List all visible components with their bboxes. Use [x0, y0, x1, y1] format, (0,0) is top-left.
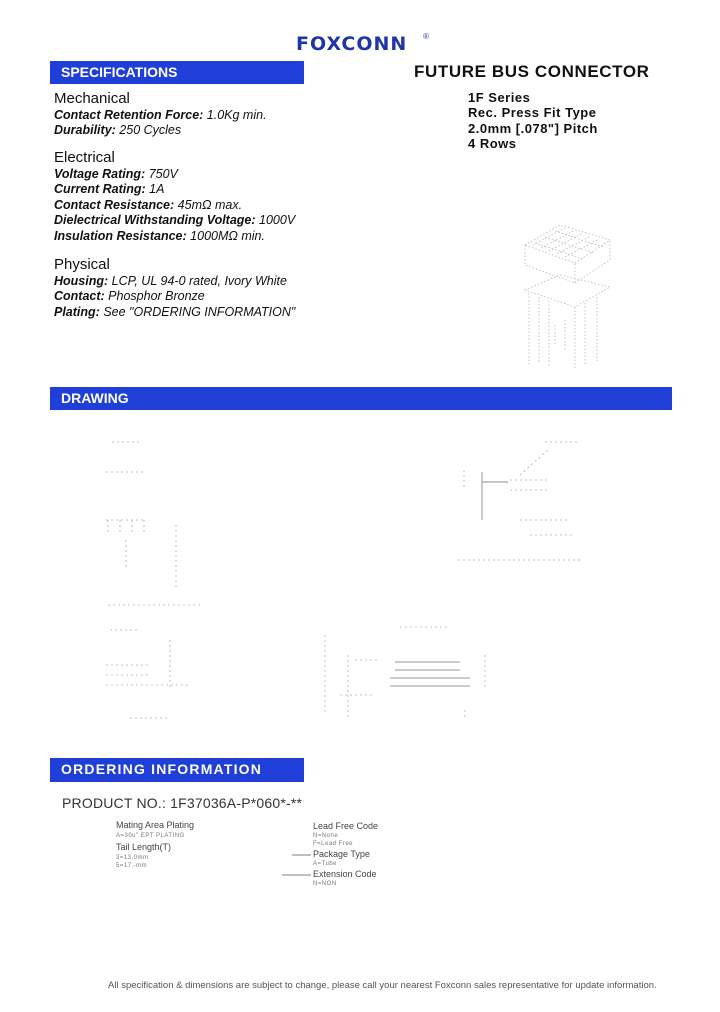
product-number: PRODUCT NO.: 1F37036A-P*060*-** — [62, 795, 303, 811]
extension-code-label: Extension Code — [313, 869, 377, 879]
spec-value: See "ORDERING INFORMATION" — [99, 304, 296, 319]
specifications-header: SPECIFICATIONS — [50, 61, 304, 84]
physical-heading: Physical — [54, 256, 110, 273]
spec-row — [54, 229, 295, 245]
spec-row — [54, 305, 295, 321]
series-line: 1F Series — [468, 90, 531, 105]
spec-value: 1A — [145, 182, 165, 197]
spec-row — [54, 182, 295, 198]
series-info — [468, 90, 598, 152]
tail-length-option: 5=17.-mm — [116, 863, 148, 869]
tail-length-option: 3=13.0mm — [116, 855, 149, 861]
drawing-right — [450, 430, 590, 570]
mechanical-heading: Mechanical — [54, 90, 130, 107]
tail-length-label: Tail Length(T) — [116, 842, 172, 852]
spec-row — [54, 213, 295, 229]
spec-label: Durability: — [54, 123, 116, 138]
spec-value: 1000MΩ min. — [186, 228, 265, 243]
connector-illustration — [515, 215, 625, 375]
mating-area-plating-option: A=30u" EPT PLATING — [116, 833, 185, 839]
spec-row — [54, 198, 295, 214]
drawing-center — [300, 615, 520, 730]
spec-row — [54, 123, 267, 139]
series-line: Rec. Press Fit Type — [468, 105, 597, 121]
spec-label: Housing: — [54, 273, 109, 288]
spec-row — [54, 289, 295, 305]
series-line: 2.0mm [.078"] Pitch — [468, 120, 598, 136]
spec-label: Insulation Resistance: — [54, 228, 187, 243]
package-type-label: Package Type — [313, 849, 370, 859]
spec-label: Contact Retention Force: — [54, 107, 204, 122]
package-type-option: A=Tube — [313, 861, 337, 867]
electrical-specs — [54, 150, 295, 245]
product-title: FUTURE BUS CONNECTOR — [414, 62, 650, 81]
footer-disclaimer: All specification & dimensions are subject to change, please call your nearest Foxconn sales representative for update information. — [108, 980, 657, 991]
spec-row — [54, 274, 295, 290]
spec-value: 1.0Kg min. — [203, 107, 267, 122]
lead-free-code-option: F=Lead Free — [313, 841, 354, 847]
spec-value: Phosphor Bronze — [104, 289, 205, 304]
physical-specs — [54, 257, 295, 320]
spec-label: Contact: — [54, 289, 105, 304]
spec-value: 45mΩ max. — [174, 197, 243, 212]
spec-value: 750V — [145, 166, 178, 181]
spec-label: Voltage Rating: — [54, 166, 146, 181]
brand-logo: FOXCONN — [296, 33, 408, 55]
registered-mark: ® — [423, 32, 429, 41]
spec-label: Current Rating: — [54, 182, 146, 197]
drawing-bottom-left — [100, 620, 220, 730]
spec-value: 250 Cycles — [115, 123, 182, 138]
spec-label: Plating: — [54, 304, 100, 319]
spec-row — [54, 167, 295, 183]
mechanical-specs — [54, 91, 267, 139]
mating-area-plating-label: Mating Area Plating — [116, 820, 195, 830]
lead-free-code-option: N=None — [313, 833, 339, 839]
drawing-header: DRAWING — [50, 387, 672, 410]
electrical-heading: Electrical — [54, 149, 115, 166]
extension-code-option: N=NON — [313, 881, 337, 887]
spec-value: LCP, UL 94-0 rated, Ivory White — [108, 273, 287, 288]
ordering-header: ORDERING INFORMATION — [50, 758, 304, 782]
lead-free-code-label: Lead Free Code — [313, 821, 379, 831]
spec-label: Contact Resistance: — [54, 197, 175, 212]
spec-row — [54, 108, 267, 124]
spec-value: 1000V — [255, 213, 296, 228]
spec-label: Dielectrical Withstanding Voltage: — [54, 213, 256, 228]
ordering-leader-lines — [280, 850, 320, 880]
series-line: 4 Rows — [468, 136, 517, 152]
drawing-top-left — [100, 430, 220, 620]
